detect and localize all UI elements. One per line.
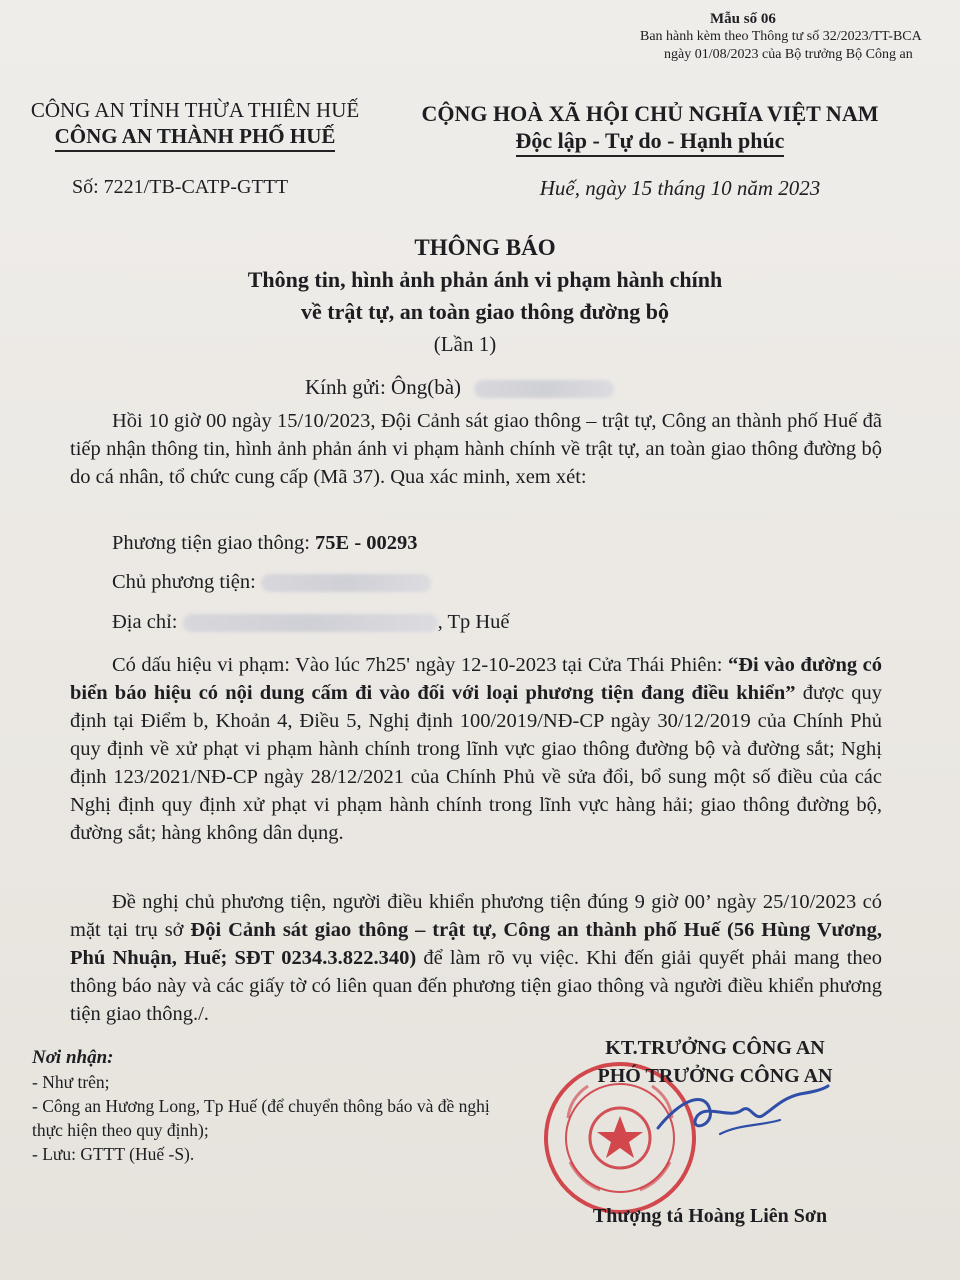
- title-sub1: Thông tin, hình ảnh phản ánh vi phạm hành chính: [247, 267, 723, 292]
- violation-rest: được quy định tại Điểm b, Khoản 4, Điều 5, Nghị định 100/2019/NĐ-CP ngày 30/12/2019 của Chính Phủ quy định về xử phạt vi phạm hành chính trong lĩnh vực giao thông đường bộ và đường sắt; Nghị định 123/2021/NĐ-CP ngày 28/12/2021 của Chính Phủ về sửa đổi, bổ sung một số điều của các Nghị định quy định xử phạt vi phạm hành chính trong lĩnh vực hàng hải; giao thông đường bộ, đường sắt; hàng không dân dụng.: [70, 682, 882, 844]
- handwritten-signature: [650, 1080, 830, 1150]
- vehicle-owner-row: [112, 571, 431, 594]
- paragraph-request: [70, 888, 882, 1028]
- form-number-block: [640, 10, 930, 64]
- violation-text: [70, 651, 882, 847]
- recipient-item: - Lưu: GTTT (Huế -S).: [32, 1144, 195, 1164]
- sign-title2: PHÓ TRƯỞNG CÔNG AN: [597, 1065, 833, 1087]
- recipients-block: [32, 1046, 502, 1166]
- request-part2: để làm rõ vụ việc. Khi đến giải quyết phải mang theo thông báo này và các giấy tờ có liên quan đến phương tiện giao thông và người điều khiển phương tiện giao thông./.: [70, 947, 882, 1025]
- redacted-address: [183, 614, 438, 632]
- request-text: [70, 888, 882, 1028]
- authority-province: CÔNG AN TỈNH THỪA THIÊN HUẾ: [30, 98, 360, 122]
- paragraph-intro: [70, 407, 882, 491]
- issuing-authority: [10, 97, 380, 152]
- owner-label: Chủ phương tiện:: [112, 571, 261, 593]
- recipient-item: - Như trên;: [32, 1072, 110, 1092]
- form-issued-line2: ngày 01/08/2023 của Bộ trưởng Bộ Công an: [664, 47, 913, 62]
- authority-city-text: CÔNG AN THÀNH PHỐ HUẾ: [55, 123, 336, 152]
- recipients-heading: Nơi nhận:: [32, 1047, 114, 1068]
- document-title: [60, 232, 910, 360]
- form-number: Mẫu số 06: [710, 11, 776, 27]
- title-main: THÔNG BÁO: [414, 235, 556, 260]
- violation-intro: Có dấu hiệu vi phạm: Vào lúc 7h25' ngày 12-10-2023 tại Cửa Thái Phiên:: [112, 654, 728, 676]
- sign-title1: KT.TRƯỞNG CÔNG AN: [605, 1037, 825, 1059]
- address-label: Địa chỉ:: [112, 611, 183, 633]
- national-motto: [400, 127, 900, 157]
- recipient-item: - Công an Hương Long, Tp Huế (để chuyển thông báo và đề nghị thực hiện theo quy định);: [32, 1096, 490, 1140]
- document-number: Số: 7221/TB-CATP-GTTT: [72, 176, 289, 198]
- form-issued-line1: Ban hành kèm theo Thông tư số 32/2023/TT-BCA: [640, 29, 922, 44]
- paragraph-violation: [70, 651, 882, 847]
- national-motto-text: Độc lập - Tự do - Hạnh phúc: [516, 127, 785, 157]
- redacted-name: [474, 380, 614, 398]
- national-name: CỘNG HOÀ XÃ HỘI CHỦ NGHĨA VIỆT NAM: [421, 101, 879, 126]
- authority-city: [10, 123, 380, 152]
- violation-quote: “Đi vào đường có biển báo hiệu có nội dung cấm đi vào đối với loại phương tiện đang điều khiển”: [70, 654, 882, 704]
- request-bold: Đội Cảnh sát giao thông – trật tự, Công an thành phố Huế (56 Hùng Vương, Phú Nhuận, Huế; SĐT 0234.3.822.340): [70, 919, 882, 969]
- place-date: Huế, ngày 15 tháng 10 năm 2023: [539, 176, 821, 200]
- title-sub2: về trật tự, an toàn giao thông đường bộ: [300, 299, 669, 324]
- vehicle-plate-row: [112, 532, 418, 555]
- title-round: (Lần 1): [433, 332, 497, 356]
- recipient-label: Kính gửi: Ông(bà): [305, 375, 462, 399]
- vehicle-address-row: [112, 611, 510, 634]
- national-header: [400, 100, 900, 157]
- signer-name: Thượng tá Hoàng Liên Sơn: [592, 1205, 828, 1227]
- vehicle-label: Phương tiện giao thông:: [112, 532, 316, 554]
- intro-text: Hồi 10 giờ 00 ngày 15/10/2023, Đội Cảnh sát giao thông – trật tự, Công an thành phố Huế đã tiếp nhận thông tin, hình ảnh phản ánh vi phạm hành chính về trật tự, an toàn giao thông đường bộ do cá nhân, tổ chức cung cấp (Mã 37). Qua xác minh, xem xét:: [70, 410, 882, 488]
- vehicle-plate: 75E - 00293: [315, 532, 418, 554]
- request-part1: Đề nghị chủ phương tiện, người điều khiển phương tiện đúng 9 giờ 00’ ngày 25/10/2023 có mặt tại trụ sở: [70, 891, 882, 941]
- redacted-owner: [261, 574, 431, 592]
- address-suffix: , Tp Huế: [437, 611, 510, 633]
- recipient-line: [305, 375, 614, 400]
